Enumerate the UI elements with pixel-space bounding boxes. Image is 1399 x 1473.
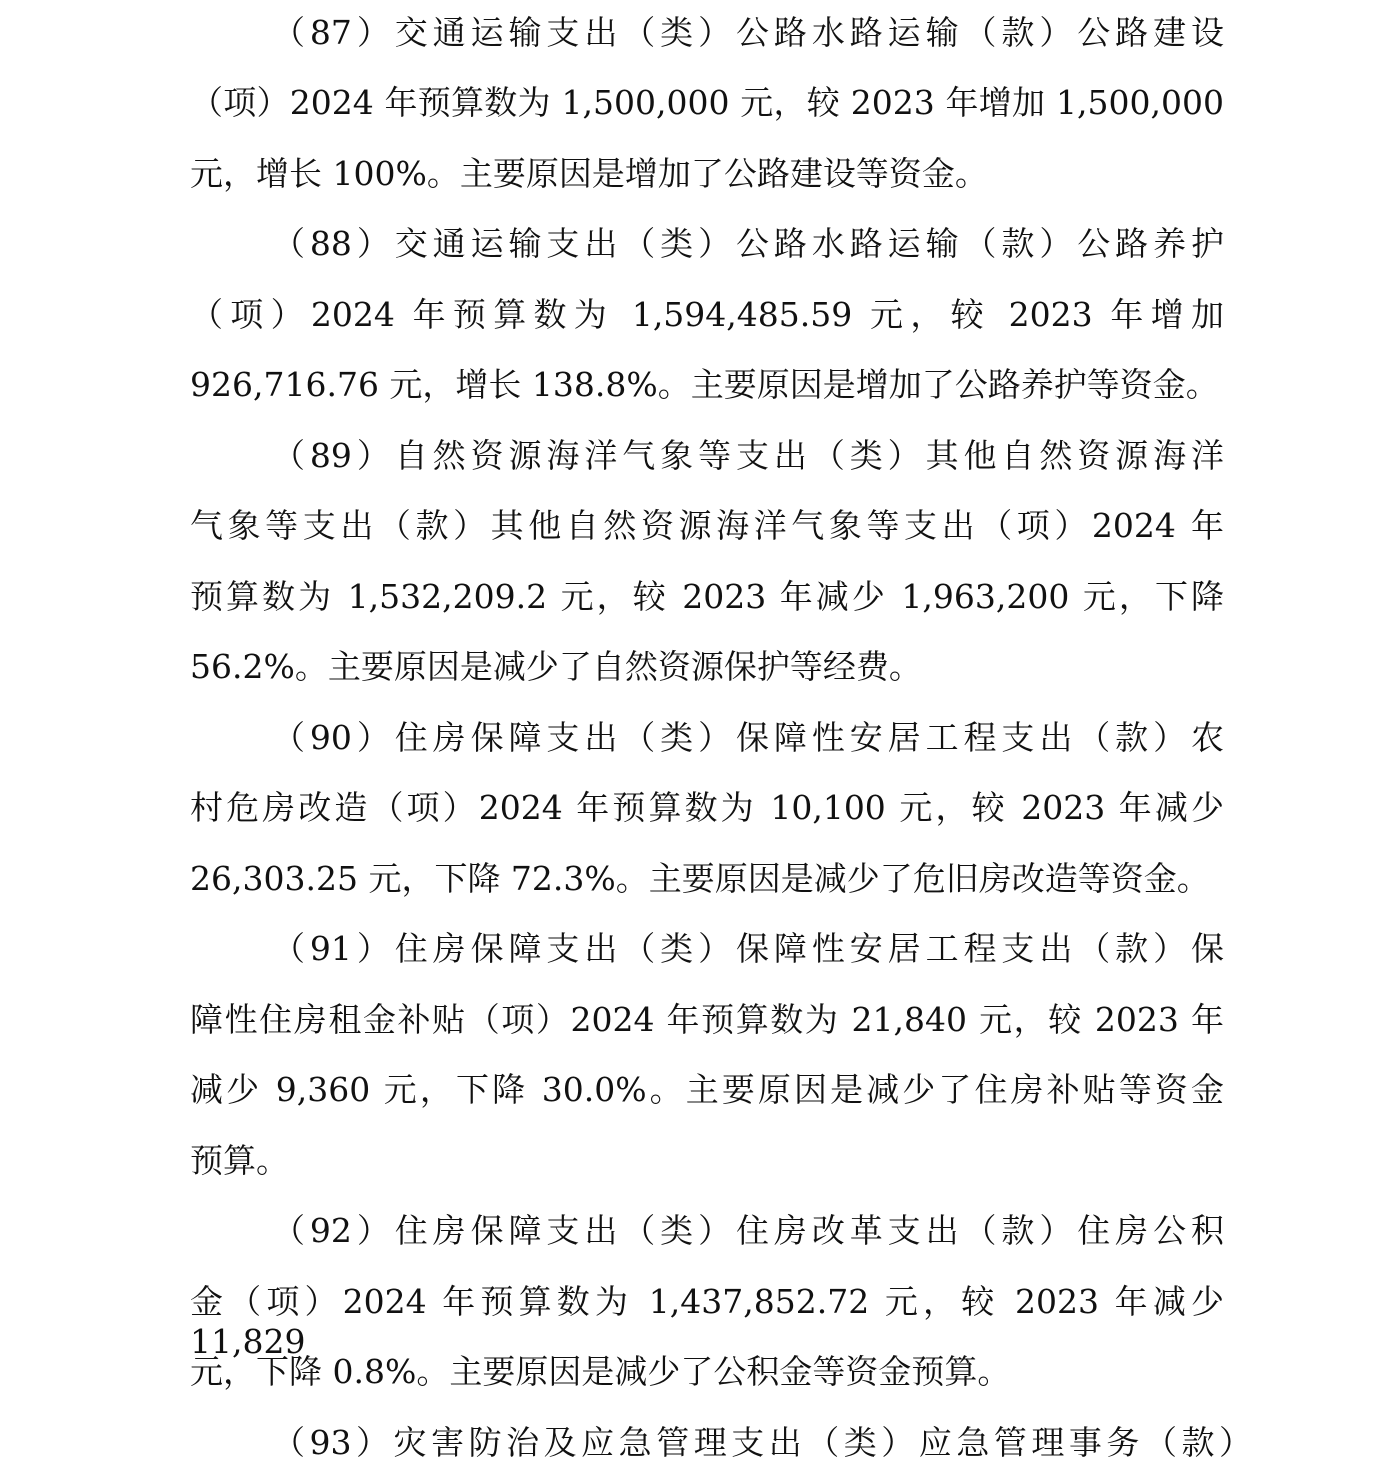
paragraph-line: 金（项）2024 年预算数为 1,437,852.72 元，较 2023 年减少 11,829 [190, 1282, 1224, 1361]
paragraph-line: 障性住房租金补贴（项）2024 年预算数为 21,840 元，较 2023 年 [190, 1000, 1224, 1039]
paragraph-line: （87）交通运输支出（类）公路水路运输（款）公路建设 [272, 13, 1224, 52]
paragraph-line: （88）交通运输支出（类）公路水路运输（款）公路养护 [272, 224, 1224, 263]
paragraph-line: （92）住房保障支出（类）住房改革支出（款）住房公积 [272, 1211, 1224, 1250]
paragraph-line: 元，下降 0.8%。主要原因是减少了公积金等资金预算。 [190, 1352, 1011, 1391]
paragraph-line: 气象等支出（款）其他自然资源海洋气象等支出（项）2024 年 [190, 506, 1224, 545]
paragraph-line: （项）2024 年预算数为 1,594,485.59 元，较 2023 年增加 [190, 295, 1224, 334]
paragraph-line: 村危房改造（项）2024 年预算数为 10,100 元，较 2023 年减少 [190, 788, 1224, 827]
paragraph-line: （89）自然资源海洋气象等支出（类）其他自然资源海洋 [272, 436, 1224, 475]
paragraph-line: 预算数为 1,532,209.2 元，较 2023 年减少 1,963,200 元，下降 [190, 577, 1224, 616]
paragraph-line: （项）2024 年预算数为 1,500,000 元，较 2023 年增加 1,500,000 [190, 83, 1224, 122]
paragraph-line: （93）灾害防治及应急管理支出（类）应急管理事务（款） [272, 1423, 1252, 1462]
paragraph-line: 56.2%。主要原因是减少了自然资源保护等经费。 [190, 647, 922, 686]
paragraph-line: （91）住房保障支出（类）保障性安居工程支出（款）保 [272, 929, 1224, 968]
paragraph-line: 减少 9,360 元，下降 30.0%。主要原因是减少了住房补贴等资金 [190, 1070, 1224, 1109]
paragraph-line: （90）住房保障支出（类）保障性安居工程支出（款）农 [272, 718, 1224, 757]
paragraph-line: 926,716.76 元，增长 138.8%。主要原因是增加了公路养护等资金。 [190, 365, 1219, 404]
paragraph-line: 元，增长 100%。主要原因是增加了公路建设等资金。 [190, 154, 988, 193]
paragraph-line: 26,303.25 元，下降 72.3%。主要原因是减少了危旧房改造等资金。 [190, 859, 1210, 898]
paragraph-line: 预算。 [190, 1141, 289, 1180]
